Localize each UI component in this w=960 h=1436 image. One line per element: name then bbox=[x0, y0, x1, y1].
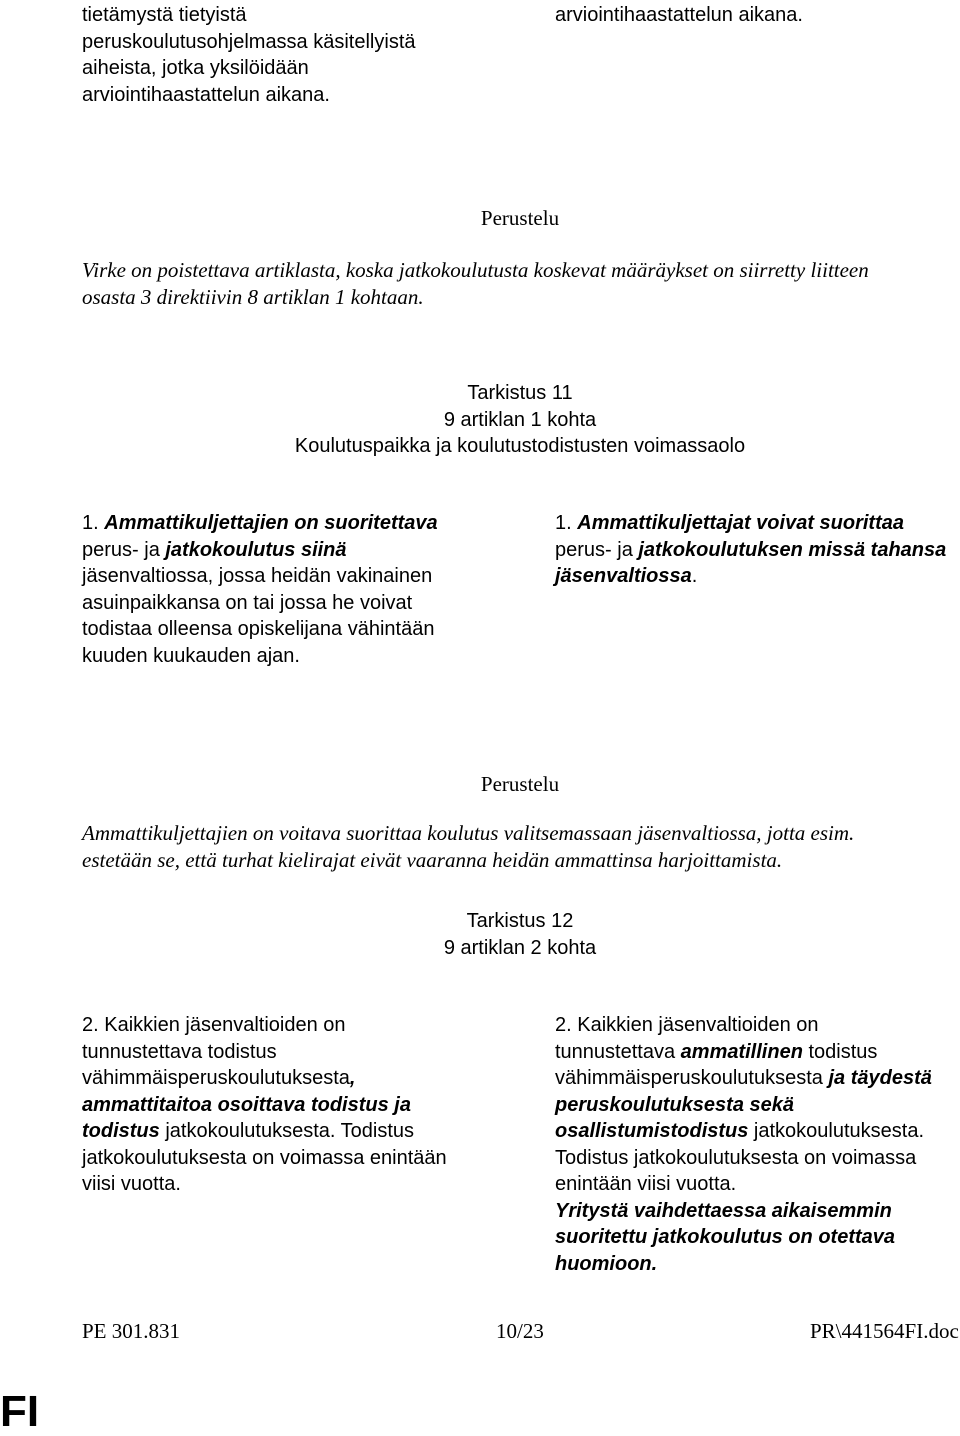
inserted-text: Yritystä vaihdettaessa aikaisemmin bbox=[555, 1199, 892, 1222]
justification-text bbox=[82, 257, 960, 311]
text-span: vähimmäisperuskoulutuksesta bbox=[82, 1067, 350, 1089]
text-span: 1. bbox=[82, 512, 105, 534]
text-span: perus- ja bbox=[82, 538, 166, 561]
text-line: tunnustettava todistus bbox=[82, 1040, 277, 1063]
text-line bbox=[555, 1065, 955, 1092]
deleted-text: Ammattikuljettajien on suoritettava bbox=[104, 512, 438, 534]
deleted-text: jatkokoulutus siinä bbox=[165, 538, 347, 561]
text-line: kuuden kuukauden ajan. bbox=[82, 644, 300, 667]
text-line: Virke on poistettava artiklasta, koska jatkokoulutusta koskevat määräykset on siirretty liitteen bbox=[82, 258, 869, 282]
text-line: Ammattikuljettajien on voitava suorittaa koulutus valitsemassaan jäsenvaltiossa, jotta esim. bbox=[82, 821, 855, 845]
text-line bbox=[555, 510, 955, 537]
text-line: tietämystä tietyistä bbox=[82, 4, 247, 26]
text-line: aiheista, jotka yksilöidään bbox=[82, 57, 309, 79]
amendment-text-column bbox=[555, 1012, 955, 1277]
deleted-text: , bbox=[349, 1067, 356, 1089]
text-line: asuinpaikkansa on tai jossa he voivat bbox=[82, 591, 413, 614]
amendment-subject: Koulutuspaikka ja koulutustodistusten voimassaolo bbox=[294, 435, 746, 457]
text-span: jatkokoulutuksesta. bbox=[748, 1120, 925, 1142]
continued-right-text bbox=[555, 2, 803, 29]
text-span: vähimmäisperuskoulutuksesta bbox=[555, 1067, 829, 1089]
deleted-text: todistus bbox=[82, 1120, 160, 1142]
text-line bbox=[82, 1065, 502, 1092]
text-line: enintään viisi vuotta. bbox=[555, 1173, 737, 1195]
text-line: Todistus jatkokoulutuksesta on voimassa bbox=[555, 1146, 917, 1169]
text-line: arviointihaastattelun aikana. bbox=[555, 4, 803, 26]
deleted-text: ammattitaitoa osoittava todistus ja bbox=[82, 1093, 411, 1116]
text-line bbox=[555, 1039, 955, 1066]
text-span: jatkokoulutuksesta. Todistus bbox=[159, 1120, 414, 1142]
text-line: jäsenvaltiossa, jossa heidän vakinainen bbox=[82, 565, 433, 587]
justification-text bbox=[82, 820, 960, 874]
inserted-text: peruskoulutuksesta sekä bbox=[555, 1093, 794, 1116]
amendment-heading bbox=[0, 908, 960, 961]
footer-file-name: PR\441564FI.doc bbox=[810, 1319, 959, 1343]
text-span: perus- ja bbox=[555, 538, 639, 561]
justification-heading: Perustelu bbox=[480, 206, 560, 230]
text-span: tunnustettava bbox=[555, 1040, 681, 1063]
text-span: todistus bbox=[802, 1040, 878, 1063]
inserted-text: ammatillinen bbox=[680, 1040, 803, 1063]
text-line: viisi vuotta. bbox=[82, 1173, 181, 1195]
commission-text-column bbox=[82, 510, 502, 669]
text-line bbox=[555, 537, 955, 564]
text-line: todistaa olleensa opiskelijana vähintään bbox=[82, 618, 435, 640]
text-line: estetään se, että turhat kielirajat eivät vaaranna heidän ammattinsa harjoittamista. bbox=[82, 848, 783, 872]
inserted-text: Ammattikuljettajat voivat suorittaa bbox=[577, 512, 904, 534]
amendment-article: 9 artiklan 2 kohta bbox=[443, 936, 597, 959]
inserted-text: ja täydestä bbox=[828, 1067, 932, 1089]
amendment-title: Tarkistus 11 bbox=[467, 382, 573, 404]
text-line: jatkokoulutuksesta on voimassa enintään bbox=[82, 1146, 447, 1169]
text-line: arviointihaastattelun aikana. bbox=[82, 83, 330, 106]
text-span: 1. bbox=[555, 512, 578, 534]
continued-left-text bbox=[82, 2, 482, 108]
amendment-article: 9 artiklan 1 kohta bbox=[443, 408, 597, 431]
text-line bbox=[555, 1118, 955, 1145]
inserted-text: jatkokoulutuksen missä tahansa bbox=[638, 538, 947, 561]
language-mark: FI bbox=[0, 1387, 40, 1436]
inserted-text: jäsenvaltiossa bbox=[555, 565, 692, 587]
text-line: 2. Kaikkien jäsenvaltioiden on bbox=[82, 1014, 346, 1036]
text-line bbox=[555, 563, 955, 590]
text-line bbox=[82, 510, 502, 537]
text-line: osasta 3 direktiivin 8 artiklan 1 kohtaan. bbox=[82, 285, 424, 309]
inserted-text: suoritettu jatkokoulutus on otettava bbox=[555, 1226, 896, 1248]
text-line: peruskoulutusohjelmassa käsitellyistä bbox=[82, 30, 416, 53]
commission-text-column bbox=[82, 1012, 502, 1198]
text-line: 2. Kaikkien jäsenvaltioiden on bbox=[555, 1014, 819, 1036]
inserted-text: huomioon. bbox=[555, 1252, 658, 1275]
justification-heading: Perustelu bbox=[480, 772, 560, 796]
text-line bbox=[82, 1118, 502, 1145]
inserted-text: osallistumistodistus bbox=[555, 1120, 749, 1142]
amendment-text-column bbox=[555, 510, 955, 590]
text-line bbox=[82, 537, 502, 564]
footer-page-number: 10/23 bbox=[496, 1319, 544, 1343]
amendment-heading bbox=[0, 380, 960, 460]
amendment-title: Tarkistus 12 bbox=[466, 910, 574, 932]
text-span: . bbox=[691, 565, 698, 587]
footer-document-reference: PE 301.831 bbox=[82, 1319, 181, 1343]
